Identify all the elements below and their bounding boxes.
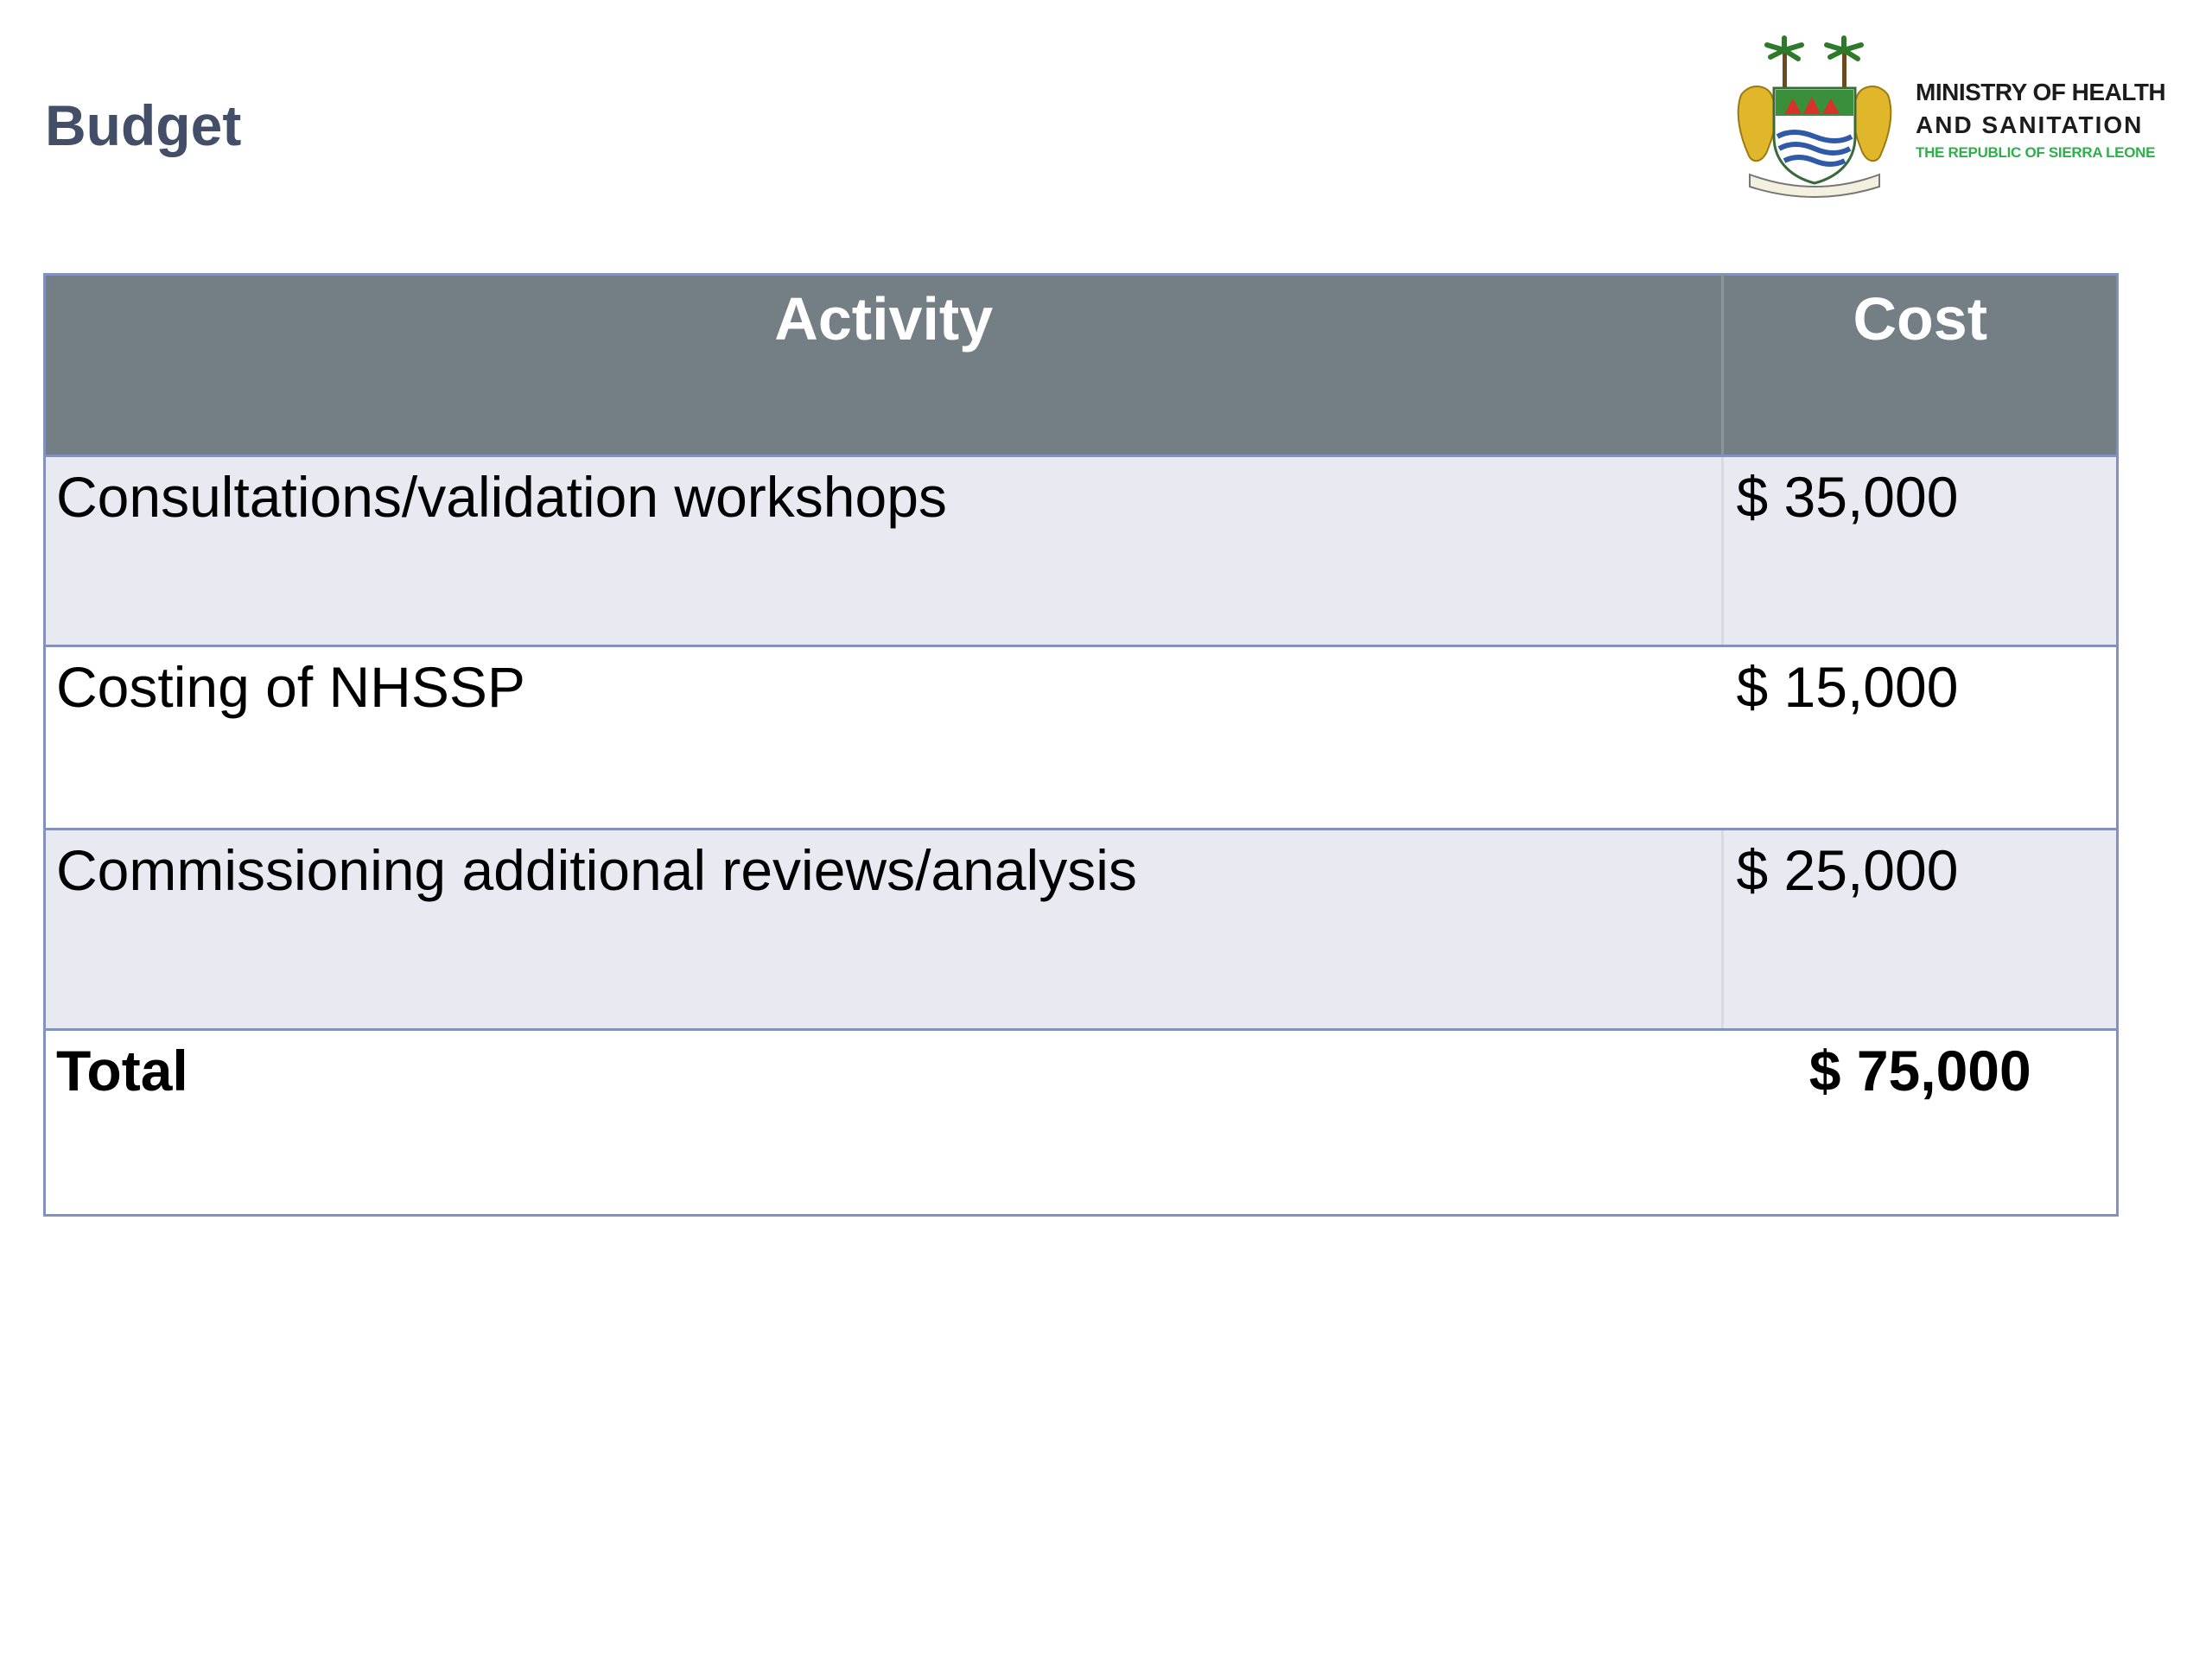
palm-tree-left-icon	[1767, 38, 1802, 88]
lion-right-icon	[1853, 86, 1891, 161]
activity-cell: Commissioning additional reviews/analysis	[45, 830, 1723, 1030]
total-row	[45, 1030, 2118, 1216]
total-label: Total	[45, 1030, 1723, 1216]
cost-cell: $ 15,000	[1723, 646, 2118, 830]
column-header-activity: Activity	[45, 275, 1723, 456]
column-header-cost: Cost	[1723, 275, 2118, 456]
slide-title: Budget	[45, 93, 242, 157]
palm-tree-right-icon	[1827, 38, 1861, 88]
table-row	[45, 830, 2118, 1030]
cost-cell: $ 35,000	[1723, 456, 2118, 646]
ministry-logo	[1732, 35, 2190, 199]
table-row	[45, 646, 2118, 830]
coat-of-arms-icon	[1732, 35, 1897, 199]
logo-ministry-line: MINISTRY OF HEALTH	[1916, 79, 2166, 105]
lion-left-icon	[1738, 86, 1777, 161]
total-value: $ 75,000	[1723, 1030, 2118, 1216]
logo-text	[1916, 76, 2192, 164]
budget-table	[43, 273, 2119, 1217]
activity-cell: Costing of NHSSP	[45, 646, 1723, 830]
activity-cell: Consultations/validation workshops	[45, 456, 1723, 646]
table-row	[45, 456, 2118, 646]
logo-sanitation-line: AND SANITATION	[1916, 111, 2144, 138]
cost-cell: $ 25,000	[1723, 830, 2118, 1030]
table-header-row	[45, 275, 2118, 456]
logo-republic-line: THE REPUBLIC OF SIERRA LEONE	[1916, 144, 2156, 161]
